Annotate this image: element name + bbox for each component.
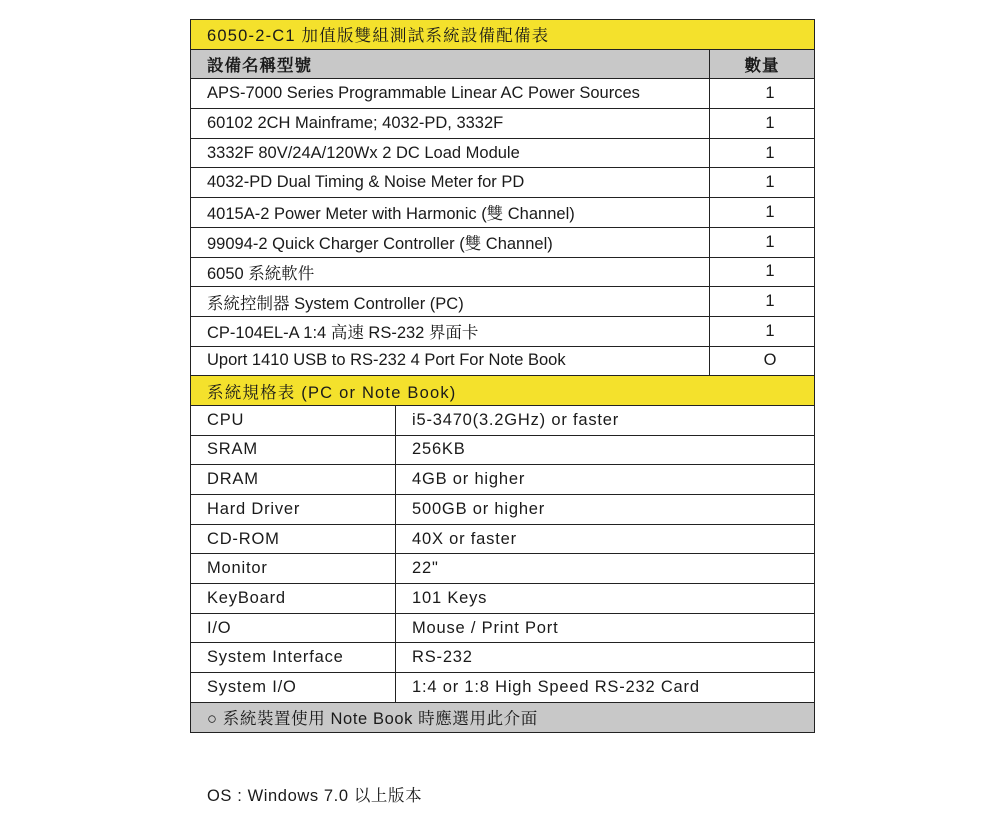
spec-value: 40X or faster bbox=[396, 524, 815, 554]
spec-row bbox=[191, 643, 815, 673]
equipment-row bbox=[191, 109, 815, 139]
spec-value: RS-232 bbox=[396, 643, 815, 673]
equipment-qty: 1 bbox=[710, 138, 815, 168]
spec-label: Hard Driver bbox=[191, 495, 396, 525]
spec-value: 101 Keys bbox=[396, 584, 815, 614]
equipment-row bbox=[191, 138, 815, 168]
equipment-row bbox=[191, 346, 815, 376]
spec-label: CD-ROM bbox=[191, 524, 396, 554]
spec-label: System I/O bbox=[191, 673, 396, 703]
spec-value: 22" bbox=[396, 554, 815, 584]
header-equipment-name: 設備名稱型號 bbox=[191, 49, 710, 79]
spec-value: 500GB or higher bbox=[396, 495, 815, 525]
equipment-spec-table bbox=[190, 19, 815, 733]
spec-section-title: 系統規格表 (PC or Note Book) bbox=[191, 376, 815, 406]
spec-row bbox=[191, 584, 815, 614]
equipment-qty: 1 bbox=[710, 257, 815, 287]
equipment-row bbox=[191, 287, 815, 317]
spec-row bbox=[191, 495, 815, 525]
equipment-row bbox=[191, 168, 815, 198]
spec-value: 256KB bbox=[396, 435, 815, 465]
spec-label: CPU bbox=[191, 405, 396, 435]
spec-row bbox=[191, 613, 815, 643]
spec-label: SRAM bbox=[191, 435, 396, 465]
equipment-row bbox=[191, 316, 815, 346]
os-requirement-note: OS : Windows 7.0 以上版本 bbox=[207, 787, 423, 805]
footnote-row bbox=[191, 702, 815, 732]
equipment-name: 99094-2 Quick Charger Controller (雙 Channel) bbox=[191, 227, 710, 257]
equipment-qty: O bbox=[710, 346, 815, 376]
footnote: ○ 系統裝置使用 Note Book 時應選用此介面 bbox=[191, 702, 815, 732]
spec-value: i5-3470(3.2GHz) or faster bbox=[396, 405, 815, 435]
spec-row bbox=[191, 405, 815, 435]
equipment-qty: 1 bbox=[710, 287, 815, 317]
spec-row bbox=[191, 673, 815, 703]
equipment-row bbox=[191, 79, 815, 109]
header-row bbox=[191, 49, 815, 79]
header-quantity: 數量 bbox=[710, 49, 815, 79]
spec-label: DRAM bbox=[191, 465, 396, 495]
spec-section-row bbox=[191, 376, 815, 406]
equipment-name: 4032-PD Dual Timing & Noise Meter for PD bbox=[191, 168, 710, 198]
spec-row bbox=[191, 554, 815, 584]
equipment-name: 3332F 80V/24A/120Wx 2 DC Load Module bbox=[191, 138, 710, 168]
spec-label: Monitor bbox=[191, 554, 396, 584]
equipment-name: APS-7000 Series Programmable Linear AC Power Sources bbox=[191, 79, 710, 109]
equipment-name: 60102 2CH Mainframe; 4032-PD, 3332F bbox=[191, 109, 710, 139]
equipment-qty: 1 bbox=[710, 168, 815, 198]
equipment-qty: 1 bbox=[710, 109, 815, 139]
equipment-row bbox=[191, 257, 815, 287]
table-title: 6050-2-C1 加值版雙組測試系統設備配備表 bbox=[191, 20, 815, 50]
equipment-qty: 1 bbox=[710, 198, 815, 228]
equipment-name: 6050 系統軟件 bbox=[191, 257, 710, 287]
equipment-qty: 1 bbox=[710, 227, 815, 257]
spec-label: KeyBoard bbox=[191, 584, 396, 614]
equipment-name: CP-104EL-A 1:4 高速 RS-232 界面卡 bbox=[191, 316, 710, 346]
equipment-name: 系統控制器 System Controller (PC) bbox=[191, 287, 710, 317]
spec-row bbox=[191, 465, 815, 495]
spec-label: I/O bbox=[191, 613, 396, 643]
spec-label: System Interface bbox=[191, 643, 396, 673]
spec-value: 4GB or higher bbox=[396, 465, 815, 495]
equipment-qty: 1 bbox=[710, 316, 815, 346]
spec-value: 1:4 or 1:8 High Speed RS-232 Card bbox=[396, 673, 815, 703]
equipment-row bbox=[191, 198, 815, 228]
spec-row bbox=[191, 524, 815, 554]
title-row bbox=[191, 20, 815, 50]
equipment-row bbox=[191, 227, 815, 257]
equipment-qty: 1 bbox=[710, 79, 815, 109]
spec-row bbox=[191, 435, 815, 465]
equipment-name: 4015A-2 Power Meter with Harmonic (雙 Channel) bbox=[191, 198, 710, 228]
equipment-name: Uport 1410 USB to RS-232 4 Port For Note Book bbox=[191, 346, 710, 376]
spec-value: Mouse / Print Port bbox=[396, 613, 815, 643]
